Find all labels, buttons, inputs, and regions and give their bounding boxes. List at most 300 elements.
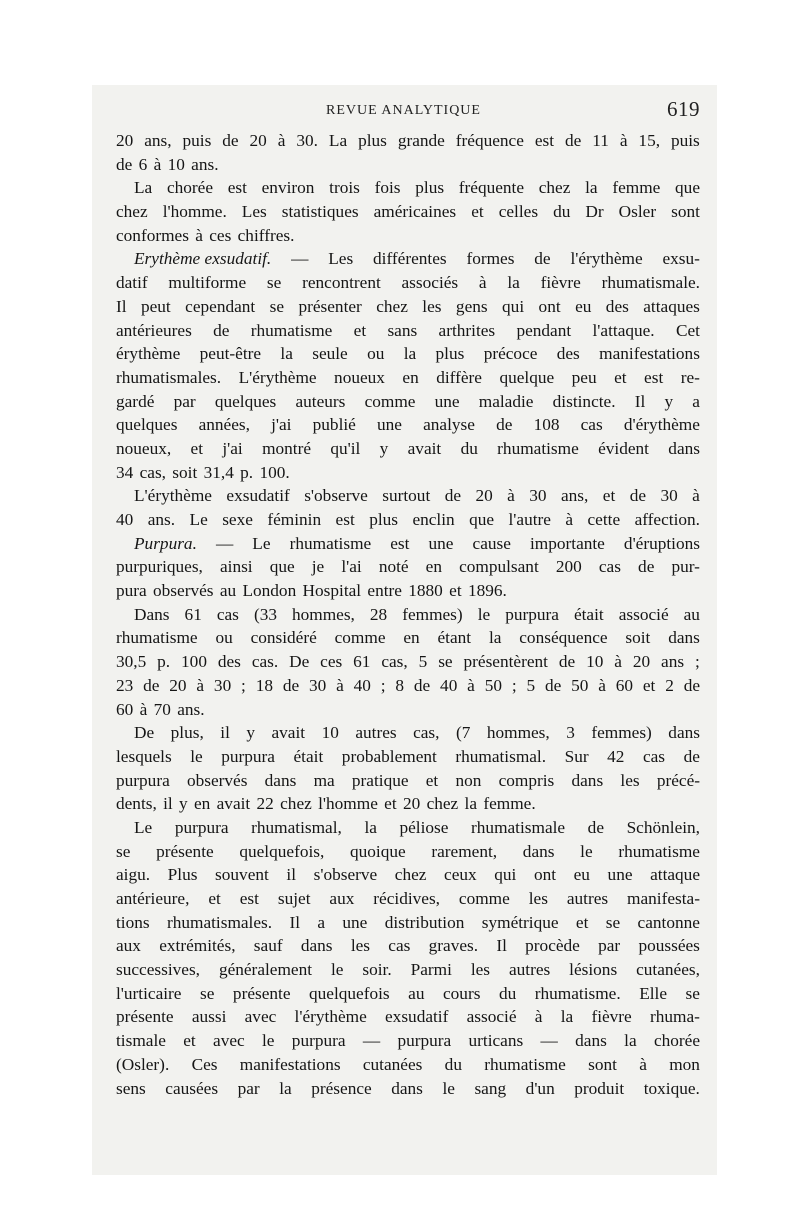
line-text: 60 à 70 ans. — [116, 699, 205, 719]
word: lésions — [569, 960, 618, 980]
word: dans — [668, 723, 700, 743]
word: se — [266, 273, 282, 293]
line-text: pura observés au London Hospital entre 1880 et 1896. — [116, 581, 507, 601]
text-line — [116, 129, 700, 153]
text-line — [116, 863, 700, 887]
word: quelquefois — [309, 983, 390, 1003]
word: eu — [575, 296, 592, 316]
word: 40 — [116, 510, 134, 529]
word: publié — [312, 415, 356, 435]
text-line — [116, 247, 700, 271]
word: 11 — [592, 131, 609, 150]
word: 20 — [249, 131, 267, 150]
text-line — [116, 1077, 700, 1101]
word: associé — [618, 604, 669, 624]
word: qui — [502, 296, 525, 316]
word: montré — [262, 438, 312, 458]
word: chez — [376, 296, 408, 316]
word: — — [291, 249, 309, 269]
text-line — [116, 484, 700, 508]
word: femmes) — [402, 604, 463, 624]
word: se — [116, 841, 131, 861]
word: seule — [312, 344, 348, 364]
word: plus — [435, 344, 465, 364]
text-line — [116, 745, 700, 769]
word: Parmi — [410, 960, 452, 980]
word: cutanées — [362, 1054, 423, 1074]
word: rhumatisme — [497, 438, 579, 458]
text-line — [116, 721, 700, 745]
word: de — [683, 675, 700, 695]
word: et — [642, 675, 656, 695]
word: dans — [668, 438, 700, 458]
word: cas — [598, 557, 621, 577]
word: — — [362, 1031, 381, 1051]
word: toxique. — [643, 1078, 700, 1098]
text-line — [116, 555, 700, 579]
word: qu'il — [330, 438, 361, 458]
word: causées — [165, 1078, 219, 1098]
word: Ces — [191, 1054, 218, 1074]
word: par — [598, 936, 621, 956]
word: se — [685, 983, 700, 1003]
line-text: 34 cas, soit 31,4 p. 100. — [116, 462, 290, 482]
word: l'attaque. — [592, 320, 655, 340]
word: différentes — [373, 249, 447, 269]
word: rhumatismales. — [166, 912, 273, 932]
word: la — [279, 1078, 292, 1098]
word: la — [280, 344, 293, 364]
word: les — [620, 770, 640, 790]
word: cependant — [185, 296, 256, 316]
word: à — [196, 675, 205, 695]
word: avait — [407, 438, 442, 458]
line-text: dents, il y en avait 22 chez l'homme et 20 chez la femme. — [116, 794, 536, 814]
word: évident — [598, 438, 649, 458]
word: (33 — [253, 604, 277, 624]
word: L'érythème — [134, 486, 212, 506]
word: de — [444, 486, 461, 506]
text-line — [116, 390, 700, 414]
word: considéré — [250, 628, 317, 648]
word: Le — [189, 510, 208, 529]
word: arthrites — [438, 320, 496, 340]
text-line — [116, 508, 700, 532]
word: le — [580, 841, 593, 861]
word: la — [560, 1007, 574, 1027]
word: quelques — [116, 415, 178, 435]
word: puis — [670, 131, 700, 150]
word: analyse — [423, 415, 475, 435]
text-line — [116, 413, 700, 437]
word: poussées — [638, 936, 700, 956]
text-line — [116, 840, 700, 864]
word: il — [220, 723, 230, 743]
word: hommes, — [292, 604, 355, 624]
word: cas, — [413, 723, 440, 743]
word: rhumatisme — [484, 1054, 566, 1074]
word: ; — [241, 675, 246, 695]
word: de — [629, 486, 647, 506]
word: ma — [313, 770, 335, 790]
word: puis — [182, 131, 212, 150]
word: à — [598, 675, 606, 695]
word: était — [293, 746, 324, 766]
word: 28 — [369, 604, 388, 624]
word: fréquente — [458, 178, 525, 198]
word: graves. — [428, 936, 479, 956]
word: peut — [140, 296, 171, 316]
word: en — [425, 557, 442, 577]
word: cours — [443, 983, 481, 1003]
word: soir. — [362, 960, 392, 980]
word: purpura — [291, 1031, 346, 1051]
word: sujet — [277, 889, 311, 908]
word: multiforme — [168, 273, 247, 293]
word: 50 — [484, 675, 502, 695]
word: cas — [642, 746, 666, 766]
text-line — [116, 271, 700, 295]
word: à — [277, 131, 286, 150]
word: 5 — [418, 652, 428, 672]
word: procède — [525, 936, 580, 956]
text-line — [116, 958, 700, 982]
word: la — [488, 628, 502, 648]
word: p. — [157, 652, 171, 672]
word: cas — [580, 415, 603, 435]
word: autres — [355, 723, 397, 743]
word: symétrique — [481, 912, 559, 932]
word: de — [638, 557, 655, 577]
word: se — [200, 983, 215, 1003]
word: Il — [289, 912, 300, 932]
word: de — [143, 675, 160, 695]
word: sont — [671, 202, 700, 222]
word: rhumatisme — [250, 320, 333, 340]
text-line — [116, 769, 700, 793]
word: la — [585, 178, 598, 198]
word: l'érythème — [294, 1007, 367, 1027]
word: 10 — [586, 652, 604, 672]
word: dans — [571, 770, 604, 790]
word: une — [377, 415, 402, 435]
word: le — [477, 604, 491, 624]
word: une — [428, 533, 454, 553]
word: et — [471, 202, 484, 222]
text-line — [116, 626, 700, 650]
word: et — [183, 1031, 196, 1051]
word: et — [353, 320, 367, 340]
word: ont — [533, 865, 557, 885]
word: avait — [271, 723, 306, 743]
word: fréquence — [455, 131, 524, 150]
word: Il — [634, 391, 646, 411]
word: distribution — [384, 912, 465, 932]
word: à — [614, 652, 622, 672]
word: 60 — [615, 675, 634, 695]
word: comme — [364, 391, 416, 411]
word: à — [467, 675, 475, 695]
text-line — [116, 1053, 700, 1077]
text-line — [116, 792, 700, 816]
word: ont — [538, 296, 561, 316]
word: importante — [529, 533, 605, 553]
word: aux — [116, 936, 141, 956]
word: y — [664, 391, 674, 411]
word: le — [262, 1031, 275, 1051]
word: probablement — [341, 746, 437, 766]
text-line — [116, 366, 700, 390]
word: eu — [573, 865, 590, 885]
word: généralement — [218, 960, 313, 980]
word: Osler — [618, 202, 657, 222]
word: des — [556, 344, 580, 364]
word: 61 — [184, 604, 202, 624]
word: peut-être — [199, 344, 262, 364]
word: datif — [116, 273, 148, 293]
word: antérieures — [116, 320, 192, 340]
word: à — [534, 1007, 543, 1027]
word: noté — [378, 557, 409, 577]
text-line — [116, 934, 700, 958]
word: récidives, — [373, 889, 440, 908]
word: tismale — [116, 1031, 166, 1051]
text-line — [116, 887, 700, 911]
word: de — [213, 320, 230, 340]
word: érythème — [116, 344, 181, 364]
word: que — [675, 178, 700, 198]
word: la — [507, 273, 520, 293]
word: 8 — [395, 675, 405, 695]
text-line — [116, 295, 700, 319]
text-line — [116, 176, 700, 200]
word: lesquels — [116, 746, 172, 766]
word: du — [444, 1054, 462, 1074]
word: 42 — [607, 746, 625, 766]
word: rhumatisme — [289, 533, 372, 553]
word: rhumatismale — [471, 817, 566, 837]
word: ces — [320, 652, 343, 672]
word: rhumatismale. — [601, 273, 700, 293]
word: la — [624, 1031, 637, 1051]
word: précoce — [483, 344, 538, 364]
word: quelques — [214, 391, 277, 411]
word: qui — [494, 865, 517, 885]
word: celles — [498, 202, 539, 222]
word: exsu- — [662, 249, 700, 269]
word: l'homme. — [162, 202, 227, 222]
text-line — [116, 911, 700, 935]
word: cutanées, — [636, 960, 700, 980]
word: Il — [116, 296, 127, 316]
word: trois — [329, 178, 360, 198]
word: (Osler). — [116, 1054, 170, 1074]
word: le — [330, 960, 344, 980]
word: — — [215, 533, 234, 553]
word: les — [528, 889, 548, 908]
word: cas — [216, 604, 239, 624]
word: 200 — [555, 557, 582, 577]
word: avec — [244, 1007, 277, 1027]
word: quoique — [350, 841, 406, 861]
word: peu — [571, 367, 597, 387]
word: s'observe — [304, 486, 368, 506]
word: antérieure, — [116, 889, 190, 908]
word: dans — [575, 1031, 607, 1051]
word: de — [222, 131, 239, 150]
word: ceux — [444, 865, 477, 885]
word: mon — [669, 1054, 700, 1074]
word: 108 — [533, 415, 560, 435]
word: des — [605, 296, 629, 316]
word: de — [544, 675, 562, 695]
word: et — [602, 486, 616, 506]
text-line — [116, 461, 700, 485]
text-line — [116, 437, 700, 461]
word: de — [558, 652, 576, 672]
word: 3 — [566, 723, 575, 743]
word: se — [438, 652, 453, 672]
word: produit — [574, 1078, 625, 1098]
text-line — [116, 1029, 700, 1053]
word: Le — [252, 533, 271, 553]
text-line — [116, 224, 700, 248]
word: Les — [328, 249, 354, 269]
word: maladie — [478, 391, 534, 411]
word: aussi — [191, 1007, 227, 1027]
word: féminin — [267, 510, 322, 529]
text-line — [116, 200, 700, 224]
word: présente — [116, 1007, 174, 1027]
word: re- — [680, 367, 700, 387]
word: l'ai — [341, 557, 362, 577]
word: Sur — [564, 746, 589, 766]
word: présence — [311, 1078, 372, 1098]
word: comme — [458, 889, 510, 908]
word: purpura — [116, 770, 170, 790]
word: présenter — [298, 296, 362, 316]
word: de — [587, 817, 604, 837]
word: à — [639, 1054, 647, 1074]
word: à — [619, 131, 628, 150]
word: conséquence — [519, 628, 608, 648]
word: l'autre — [508, 510, 551, 529]
word: les — [350, 936, 371, 956]
word: cas, — [381, 652, 408, 672]
word: attaques — [643, 296, 700, 316]
word: compulsant — [459, 557, 539, 577]
word: chorée — [653, 1031, 700, 1051]
word: les — [470, 960, 491, 980]
word: tions — [116, 912, 150, 932]
word: plus — [358, 131, 387, 150]
word: la — [403, 344, 417, 364]
text-line — [116, 982, 700, 1006]
word: chez — [394, 865, 427, 885]
line-text: de 6 à 10 ans. — [116, 154, 219, 174]
word: environ — [261, 178, 315, 198]
word: manifestations — [599, 344, 700, 364]
word: dans — [391, 1078, 423, 1098]
word: 20 — [632, 652, 651, 672]
word: en — [402, 367, 419, 387]
word: à — [478, 273, 487, 293]
word: noueux, — [116, 438, 172, 458]
text-line — [116, 650, 700, 674]
word: sauf — [253, 936, 283, 956]
word: et — [208, 889, 221, 908]
word: ; — [511, 675, 517, 695]
word: la — [364, 817, 377, 837]
word: 20 — [475, 486, 493, 506]
word: 23 — [116, 675, 134, 695]
word: attaque — [650, 865, 700, 885]
word: 50 — [571, 675, 589, 695]
running-title: REVUE ANALYTIQUE — [326, 103, 481, 118]
word: exsudatif — [385, 1007, 449, 1027]
word: 30 — [529, 486, 547, 506]
word: purpuriques, — [116, 557, 203, 577]
word: plus — [369, 510, 398, 529]
word: dans — [300, 936, 333, 956]
body-text — [116, 129, 700, 1100]
word: rhumatismal. — [455, 746, 547, 766]
word: présentèrent — [463, 652, 548, 672]
word: de — [534, 249, 551, 269]
word: j'ai — [222, 438, 243, 458]
word: que — [269, 557, 295, 577]
word: fièvre — [540, 273, 581, 293]
word: précé- — [656, 770, 700, 790]
word: formes — [466, 249, 515, 269]
word: dans — [264, 770, 297, 790]
word: plus, — [170, 723, 204, 743]
word: dans — [522, 841, 555, 861]
word: d'un — [525, 1078, 555, 1098]
word: non — [455, 770, 482, 790]
word: du — [553, 202, 571, 222]
word: 5 — [526, 675, 536, 695]
word: soit — [625, 628, 651, 648]
word: est — [239, 889, 259, 908]
word: est — [390, 533, 410, 553]
section-heading: Erythème exsudatif. — [134, 249, 272, 269]
word: grande — [397, 131, 445, 150]
word: de — [683, 746, 700, 766]
word: une — [607, 865, 633, 885]
word: successives, — [116, 960, 200, 980]
word: femmes) — [591, 723, 652, 743]
word: sang — [474, 1078, 507, 1098]
word: Le — [134, 817, 153, 837]
word: il — [286, 865, 297, 885]
word: diffère — [436, 367, 482, 387]
word: hommes, — [486, 723, 550, 743]
word: cas. — [251, 652, 279, 672]
word: pur- — [671, 557, 700, 577]
word: Il — [496, 936, 507, 956]
word: que — [469, 510, 495, 529]
word: ou — [215, 628, 233, 648]
word: extrémités, — [159, 936, 236, 956]
word: 30 — [213, 675, 232, 695]
word: 2 — [665, 675, 674, 695]
word: chorée — [166, 178, 213, 198]
word: 30. — [296, 131, 318, 150]
word: par — [173, 391, 196, 411]
word: années, — [198, 415, 250, 435]
word: et — [614, 367, 627, 387]
